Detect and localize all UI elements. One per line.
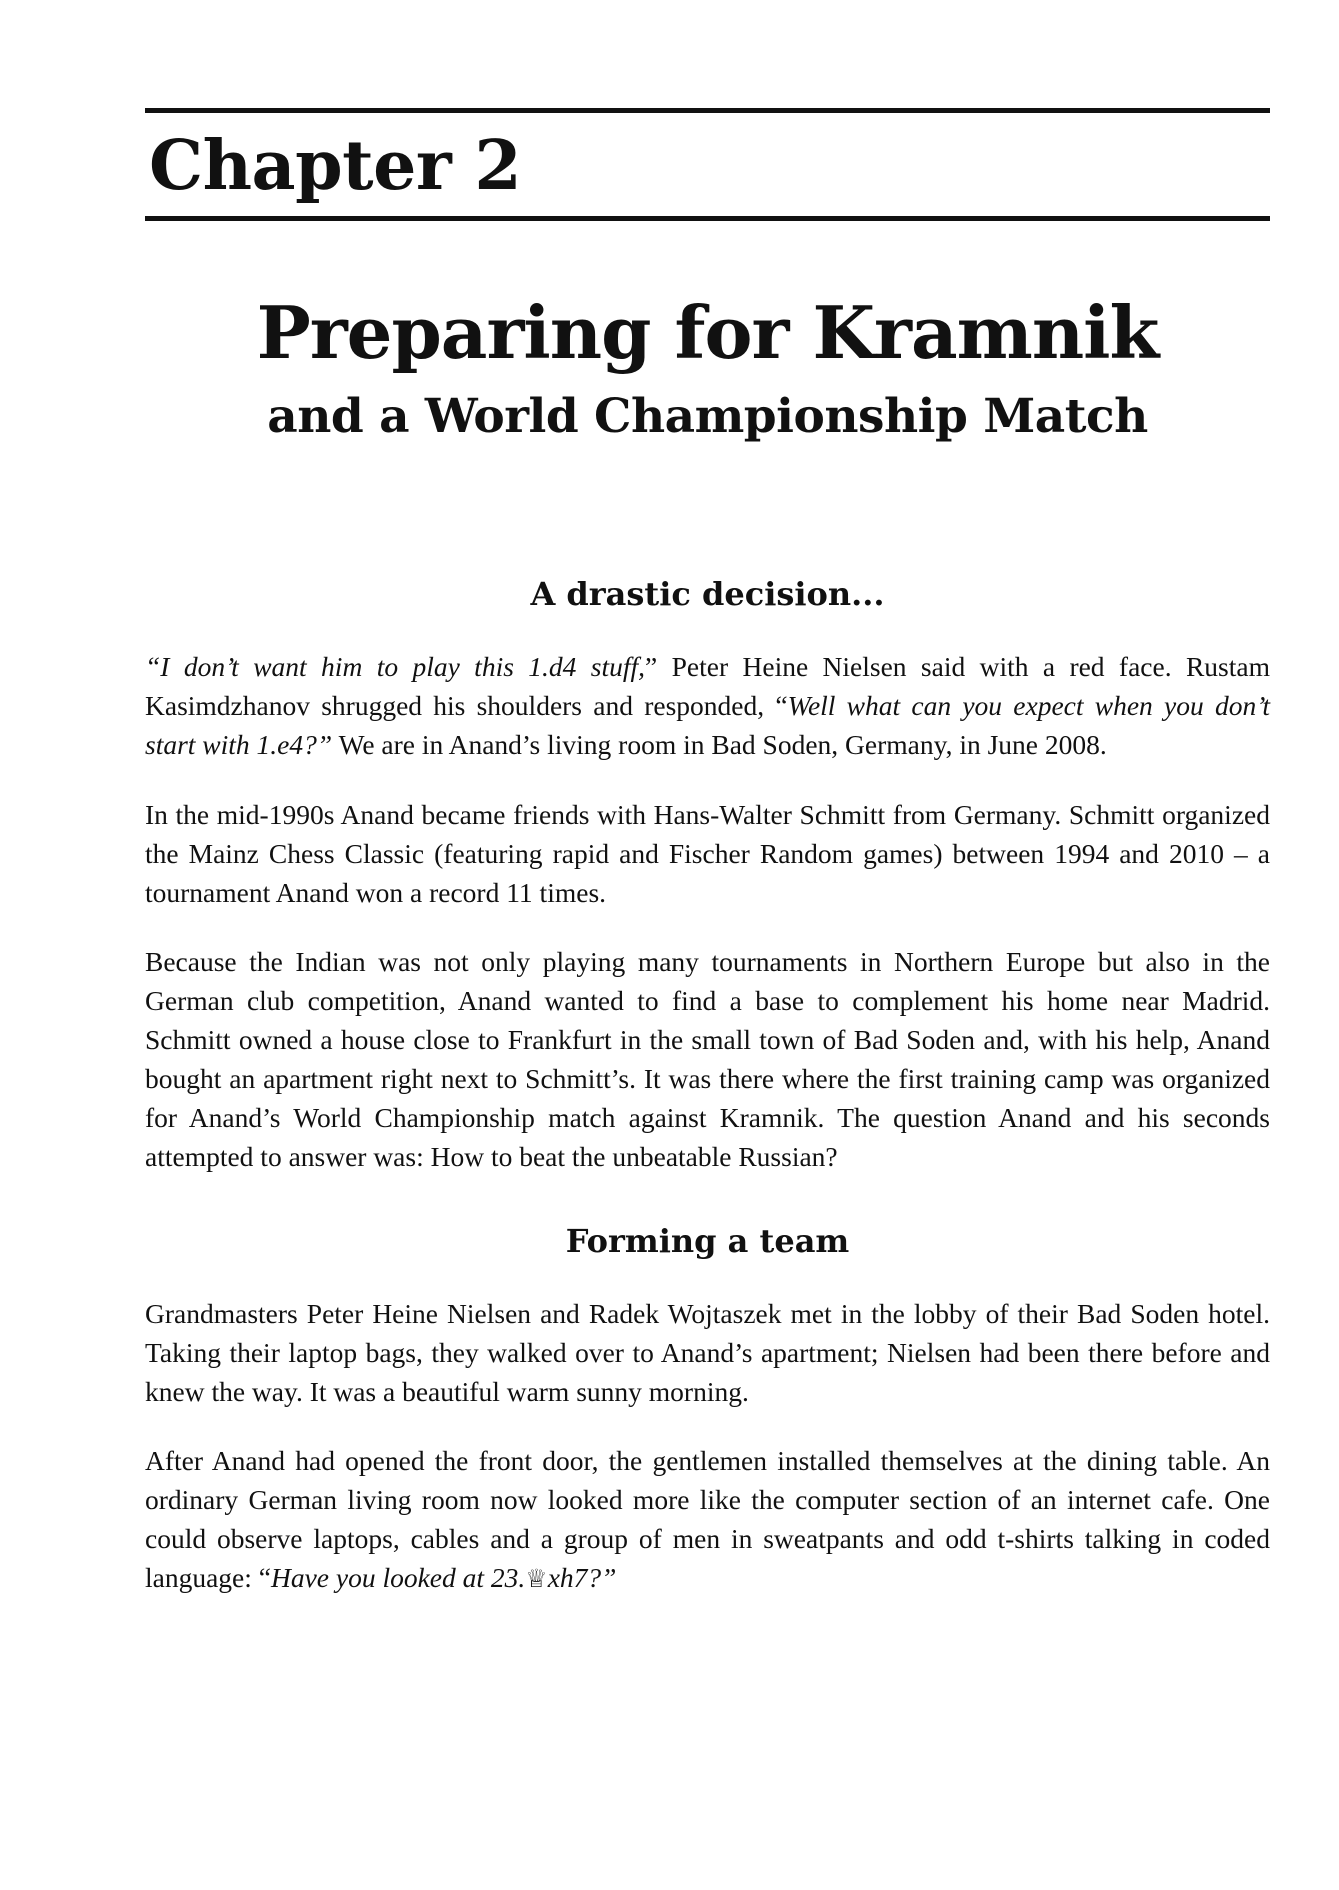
- chess-move-suffix: xh7?”: [547, 1562, 617, 1594]
- paragraph-5: [145, 1441, 1270, 1597]
- chapter-label: Chapter 2: [149, 126, 522, 206]
- chess-move-prefix: Have you looked at 23.: [270, 1562, 526, 1594]
- page-content: [145, 108, 1270, 1597]
- quote-text-1: “I don’t want him to play this 1.d4 stuff,: [145, 651, 646, 683]
- chess-queen-icon: ♕: [525, 1564, 548, 1594]
- paragraph-5-part-a: After Anand had opened the front door, the gentlemen installed themselves at the dining table. An ordinary German living room now looked more like the computer section of an internet cafe. One could observe laptops, cables and a group of men in sweatpants and odd t-shirts talking in coded language: “: [145, 1445, 1270, 1594]
- chapter-title-block: [145, 290, 1270, 445]
- paragraph-1-part-a: ” Peter Heine Nielsen said with a red face. Rustam Kasimdzhanov shrugged his shoulders and responded, “: [145, 651, 1270, 722]
- section-heading-forming-a-team: Forming a team: [565, 1221, 850, 1260]
- section-heading-a-drastic-decision: A drastic decision...: [530, 575, 885, 614]
- paragraph-1-part-b: We are in Anand’s living room in Bad Soden, Germany, in June 2008.: [332, 729, 1107, 761]
- chapter-rule-top: [145, 108, 1270, 113]
- paragraph-2: In the mid-1990s Anand became friends with Hans-Walter Schmitt from Germany. Schmitt organized the Mainz Chess Classic (featuring rapid and Fischer Random games) between 1994 and 2010 – a tournament Anand won a record 11 times.: [145, 798, 1270, 908]
- chapter-rule-bottom: [145, 216, 1270, 221]
- paragraph-4: Grandmasters Peter Heine Nielsen and Radek Wojtaszek met in the lobby of their Bad Soden hotel. Taking their laptop bags, they walked over to Anand’s apartment; Nielsen had been there before and knew the way. It was a beautiful warm sunny morning.: [145, 1297, 1270, 1408]
- quote-text-2: Well what can you expect when you don’t start with 1.e4?”: [145, 690, 1271, 761]
- paragraph-1: [145, 647, 1270, 764]
- paragraph-3: Because the Indian was not only playing many tournaments in Northern Europe but also in the German club competition, Anand wanted to find a base to complement his home near Madrid. Schmitt owned a house close to Frankfurt in the small town of Bad Soden and, with his help, Anand bought an apartment right next to Schmitt’s. It was there where the first training camp was organized for Anand’s World Championship match against Kramnik. The question Anand and his seconds attempted to answer was: How to beat the unbeatable Russian?: [145, 945, 1270, 1172]
- chapter-title: Preparing for Kramnik: [256, 290, 1159, 376]
- chapter-subtitle: and a World Championship Match: [267, 388, 1148, 444]
